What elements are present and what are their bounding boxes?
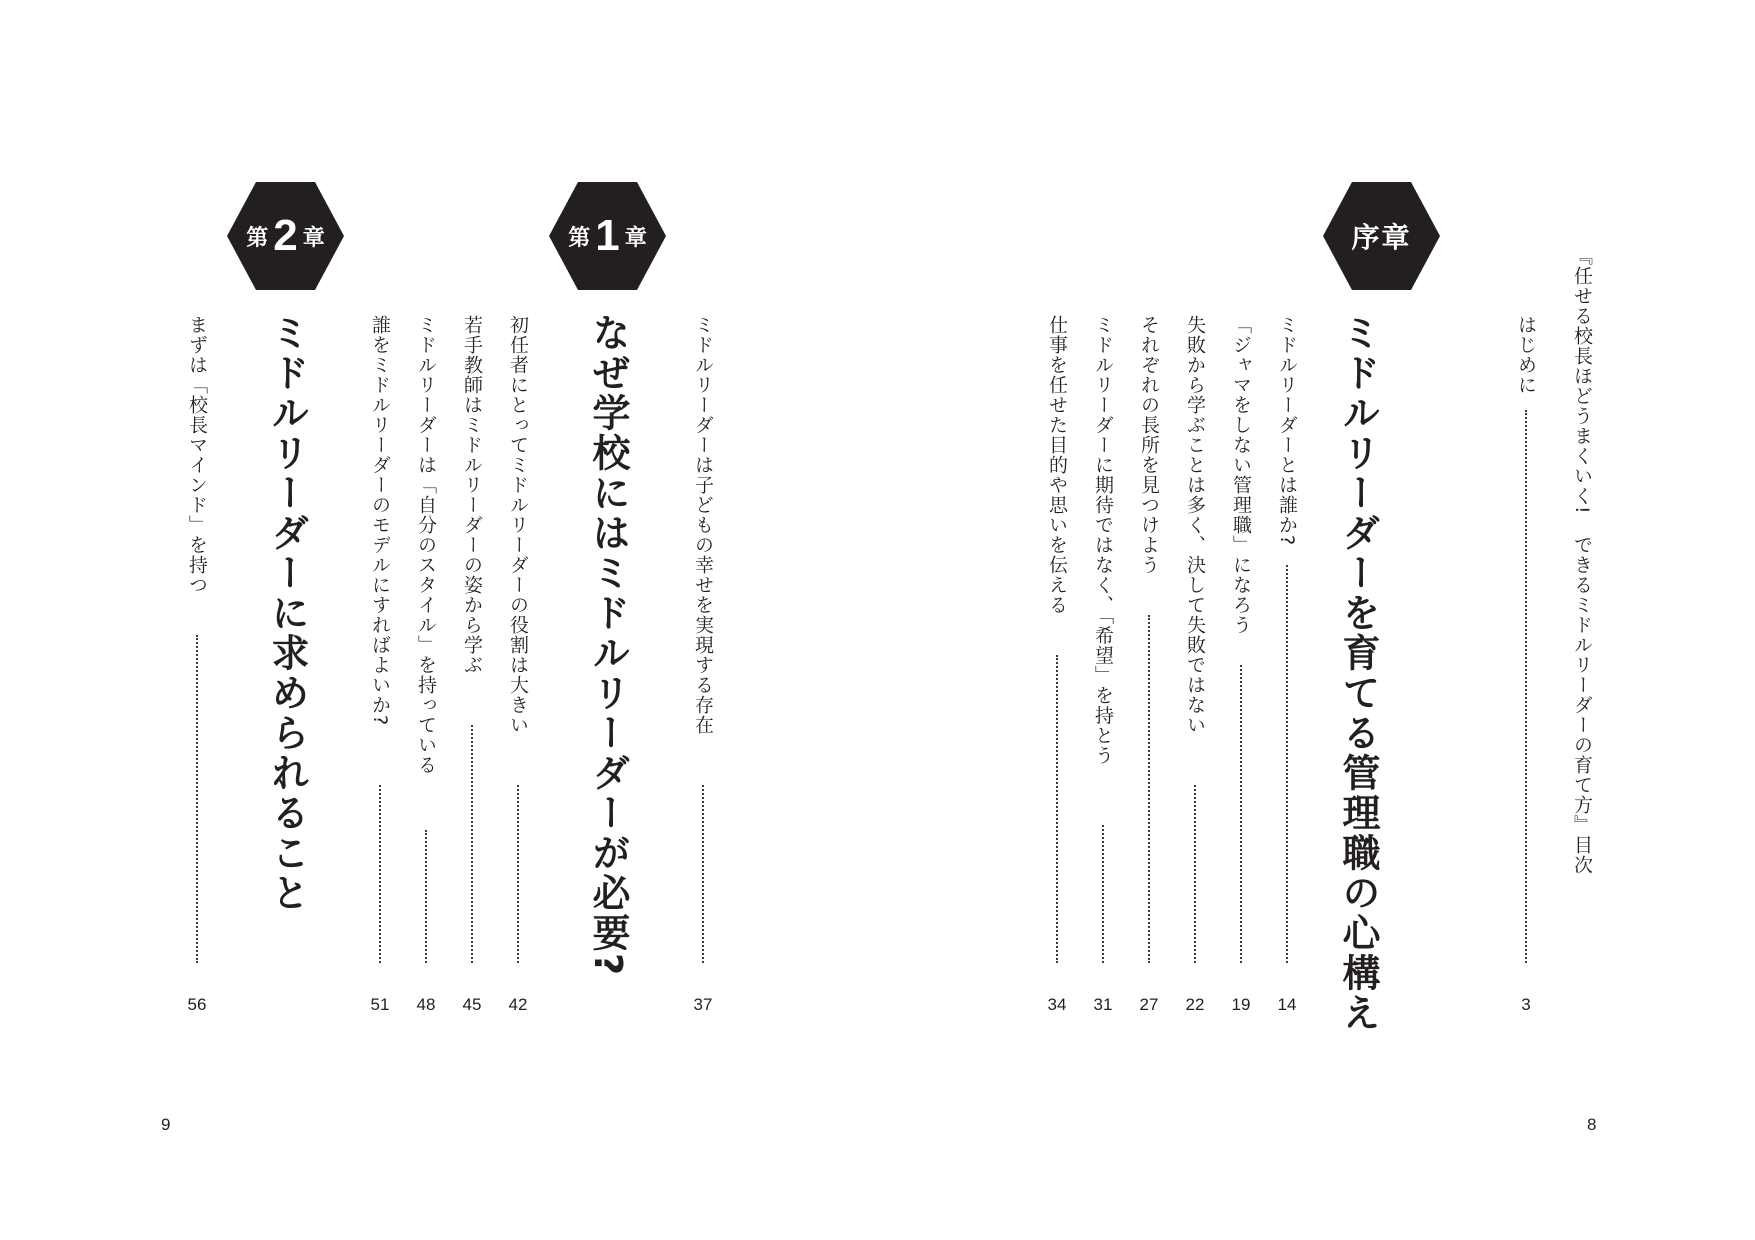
badge-suffix: 章 — [302, 225, 325, 251]
toc-entry-title: 失敗から学ぶことは多く、決して失敗ではない — [1184, 315, 1206, 735]
folio-right: 8 — [1587, 1115, 1597, 1134]
toc-entry-title: 若手教師はミドルリーダーの姿から学ぶ — [461, 315, 483, 675]
toc-entry[interactable] — [457, 315, 487, 1015]
dot-leader — [1148, 615, 1150, 963]
toc-page-number: 42 — [508, 995, 528, 1014]
toc-page-number: 51 — [370, 995, 390, 1014]
toc-entry-title: それぞれの長所を見つけよう — [1138, 315, 1160, 575]
chapter-title-prologue: ミドルリーダーを育てる管理職の心構え — [1336, 313, 1380, 1033]
book-title: 『任せる校長ほどうまくいく! できるミドルリーダーの育て方』目次 — [1571, 246, 1593, 875]
dot-leader — [1240, 665, 1242, 963]
dot-leader — [1056, 655, 1058, 963]
chapter-badge-2 — [227, 182, 344, 290]
folio-left: 9 — [161, 1115, 171, 1134]
badge-prefix: 第 — [246, 225, 269, 251]
badge-number: 2 — [273, 211, 298, 260]
toc-entry-title: ミドルリーダーは子どもの幸せを実現する存在 — [692, 315, 714, 735]
toc-entry[interactable] — [503, 315, 533, 1015]
toc-entry[interactable] — [1042, 315, 1072, 1015]
toc-page-number: 22 — [1185, 995, 1205, 1014]
dot-leader — [471, 725, 473, 963]
toc-entry-title: 仕事を任せた目的や思いを伝える — [1046, 315, 1068, 615]
toc-page-number: 27 — [1139, 995, 1159, 1014]
toc-entry[interactable] — [1180, 315, 1210, 1015]
chapter-badge-prologue — [1323, 182, 1440, 290]
toc-entry[interactable] — [688, 315, 718, 1015]
toc-entry[interactable] — [1134, 315, 1164, 1015]
chapter-title-1: なぜ学校にはミドルリーダーが必要? — [586, 313, 630, 978]
toc-page-number: 56 — [187, 995, 207, 1014]
toc-entry-title: まずは「校長マインド」を持つ — [186, 315, 208, 595]
badge-suffix: 章 — [624, 225, 647, 251]
toc-entry[interactable] — [1226, 315, 1256, 1015]
toc-entry-title: 「ジャマをしない管理職」になろう — [1230, 315, 1252, 635]
toc-page-number: 14 — [1277, 995, 1297, 1014]
dot-leader — [1525, 410, 1527, 963]
chapter-badge-1 — [549, 182, 666, 290]
dot-leader — [379, 785, 381, 963]
toc-entry-title: ミドルリーダーとは誰か? — [1276, 315, 1298, 547]
toc-page-number: 3 — [1521, 995, 1531, 1014]
badge-prefix: 第 — [568, 225, 591, 251]
dot-leader — [425, 830, 427, 963]
toc-entry[interactable] — [1272, 315, 1302, 1015]
dot-leader — [1102, 825, 1104, 963]
dot-leader — [1194, 785, 1196, 963]
toc-entry[interactable] — [1088, 315, 1118, 1015]
dot-leader — [196, 635, 198, 963]
toc-entry[interactable] — [182, 315, 212, 1015]
dot-leader — [517, 785, 519, 963]
toc-page-number: 37 — [693, 995, 713, 1014]
toc-entry[interactable] — [411, 315, 441, 1015]
toc-entry-title: 初任者にとってミドルリーダーの役割は大きい — [507, 315, 529, 735]
toc-page-number: 19 — [1231, 995, 1251, 1014]
toc-entry-title: ミドルリーダーに期待ではなく、「希望」を持とう — [1092, 315, 1114, 766]
toc-entry-title: はじめに — [1515, 315, 1537, 395]
badge-number: 1 — [595, 211, 620, 260]
dot-leader — [1286, 565, 1288, 963]
toc-page-number: 48 — [416, 995, 436, 1014]
badge-label: 序章 — [1351, 221, 1412, 254]
toc-page-number: 45 — [462, 995, 482, 1014]
toc-page-number: 34 — [1047, 995, 1067, 1014]
toc-entry-title: 誰をミドルリーダーのモデルにすればよいか? — [369, 315, 391, 727]
toc-entry-intro[interactable] — [1511, 315, 1541, 1015]
chapter-title-2: ミドルリーダーに求められること — [265, 313, 309, 913]
toc-entry-title: ミドルリーダーは「自分のスタイル」を持っている — [415, 315, 437, 775]
dot-leader — [702, 785, 704, 963]
toc-entry[interactable] — [365, 315, 395, 1015]
toc-page-number: 31 — [1093, 995, 1113, 1014]
